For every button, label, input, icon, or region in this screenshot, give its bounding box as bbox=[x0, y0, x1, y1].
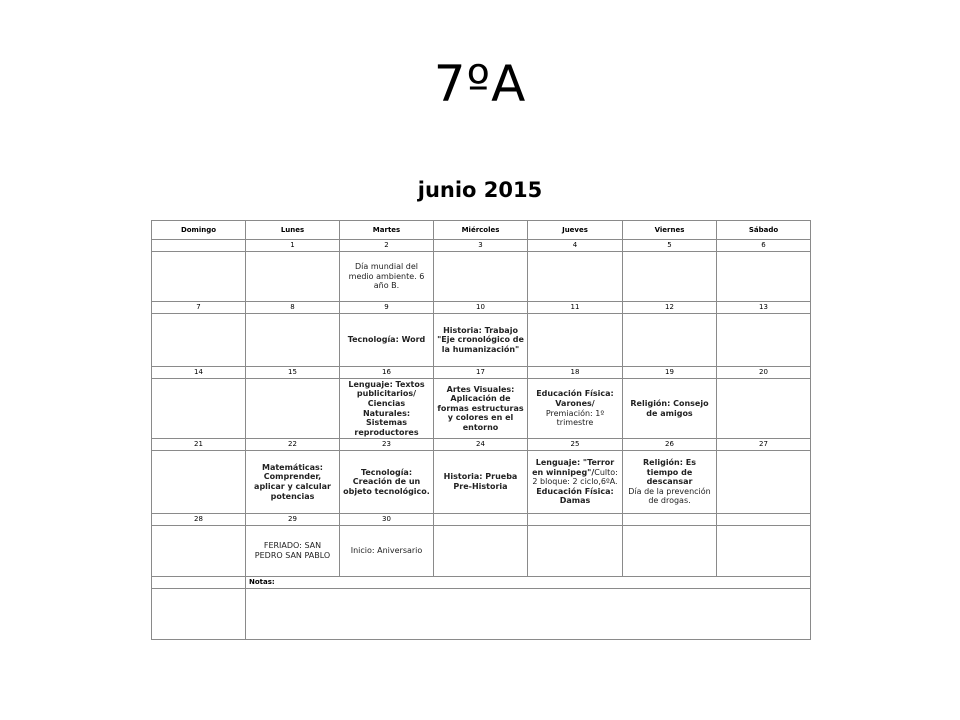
day-number: 21 bbox=[152, 439, 246, 451]
event-cell bbox=[152, 451, 246, 514]
event-cell bbox=[528, 379, 623, 439]
day-number: 25 bbox=[528, 439, 623, 451]
event-title: Lenguaje: "Terror en winnipeg"/ bbox=[532, 458, 615, 477]
weekday-header: Jueves bbox=[528, 221, 623, 240]
weekday-header-row bbox=[152, 221, 811, 240]
event-cell: FERIADO: SAN PEDRO SAN PABLO bbox=[246, 526, 340, 577]
day-number: 28 bbox=[152, 514, 246, 526]
day-number: 20 bbox=[717, 367, 811, 379]
event-cell bbox=[717, 252, 811, 302]
day-number: 26 bbox=[623, 439, 717, 451]
event-row bbox=[152, 314, 811, 367]
event-cell: Día mundial del medio ambiente. 6 año B. bbox=[340, 252, 434, 302]
day-number: 10 bbox=[434, 302, 528, 314]
notes-body-row bbox=[152, 589, 811, 640]
event-cell: Historia: Trabajo "Eje cronológico de la humanización" bbox=[434, 314, 528, 367]
event-cell bbox=[152, 379, 246, 439]
event-cell: Lenguaje: Textos publicitarios/ Ciencias Naturales: Sistemas reproductores bbox=[340, 379, 434, 439]
day-number: 24 bbox=[434, 439, 528, 451]
notes-label: Notas: bbox=[246, 577, 811, 589]
event-cell bbox=[246, 314, 340, 367]
event-cell bbox=[246, 252, 340, 302]
event-cell: Matemáticas: Comprender, aplicar y calcular potencias bbox=[246, 451, 340, 514]
date-row bbox=[152, 514, 811, 526]
day-number: 27 bbox=[717, 439, 811, 451]
day-number: 1 bbox=[246, 240, 340, 252]
day-number: 12 bbox=[623, 302, 717, 314]
weekday-header: Lunes bbox=[246, 221, 340, 240]
event-cell bbox=[623, 252, 717, 302]
day-number: 8 bbox=[246, 302, 340, 314]
day-number: 23 bbox=[340, 439, 434, 451]
event-cell: Artes Visuales: Aplicación de formas estructuras y colores en el entorno bbox=[434, 379, 528, 439]
weekday-header: Sábado bbox=[717, 221, 811, 240]
day-number: 9 bbox=[340, 302, 434, 314]
day-number: 2 bbox=[340, 240, 434, 252]
day-number: 29 bbox=[246, 514, 340, 526]
event-cell bbox=[717, 526, 811, 577]
event-cell bbox=[246, 379, 340, 439]
notes-spacer bbox=[152, 577, 246, 589]
day-number: 22 bbox=[246, 439, 340, 451]
event-title: Educación Física: Varones/ bbox=[536, 389, 614, 408]
day-number bbox=[623, 514, 717, 526]
event-cell bbox=[528, 252, 623, 302]
event-cell bbox=[434, 252, 528, 302]
event-cell: Inicio: Aniversario bbox=[340, 526, 434, 577]
event-detail: Culto: 2 bloque: 2 ciclo,6ºA. bbox=[532, 467, 618, 487]
calendar-table bbox=[151, 220, 811, 640]
day-number bbox=[434, 514, 528, 526]
event-cell bbox=[528, 451, 623, 514]
event-row bbox=[152, 451, 811, 514]
slide-title: 7ºA bbox=[433, 55, 527, 113]
day-number: 4 bbox=[528, 240, 623, 252]
weekday-header: Miércoles bbox=[434, 221, 528, 240]
date-row bbox=[152, 439, 811, 451]
day-number: 14 bbox=[152, 367, 246, 379]
day-number: 5 bbox=[623, 240, 717, 252]
date-row bbox=[152, 302, 811, 314]
event-row bbox=[152, 252, 811, 302]
event-cell bbox=[528, 526, 623, 577]
event-detail: Premiación: 1º trimestre bbox=[545, 408, 605, 428]
event-cell bbox=[152, 314, 246, 367]
day-number: 19 bbox=[623, 367, 717, 379]
event-row bbox=[152, 379, 811, 439]
day-number: 18 bbox=[528, 367, 623, 379]
event-cell: Religión: Consejo de amigos bbox=[623, 379, 717, 439]
notes-row bbox=[152, 577, 811, 589]
event-cell bbox=[623, 451, 717, 514]
day-number: 3 bbox=[434, 240, 528, 252]
event-cell bbox=[152, 252, 246, 302]
day-number bbox=[717, 514, 811, 526]
notes-spacer bbox=[152, 589, 246, 640]
date-row bbox=[152, 367, 811, 379]
day-number: 16 bbox=[340, 367, 434, 379]
event-cell: Tecnología: Creación de un objeto tecnológico. bbox=[340, 451, 434, 514]
event-row bbox=[152, 526, 811, 577]
event-cell bbox=[717, 314, 811, 367]
day-number: 13 bbox=[717, 302, 811, 314]
event-title: Educación Física: Damas bbox=[536, 486, 614, 506]
weekday-header: Viernes bbox=[623, 221, 717, 240]
weekday-header: Martes bbox=[340, 221, 434, 240]
date-row bbox=[152, 240, 811, 252]
day-number: 7 bbox=[152, 302, 246, 314]
event-title: Religión: Es tiempo de descansar bbox=[643, 458, 696, 487]
event-cell bbox=[717, 379, 811, 439]
event-detail: Día de la prevención de drogas. bbox=[628, 486, 711, 506]
day-number bbox=[152, 240, 246, 252]
day-number bbox=[528, 514, 623, 526]
day-number: 30 bbox=[340, 514, 434, 526]
calendar-month-title: junio 2015 bbox=[417, 178, 543, 202]
event-cell bbox=[717, 451, 811, 514]
notes-area bbox=[246, 589, 811, 640]
event-cell bbox=[152, 526, 246, 577]
day-number: 6 bbox=[717, 240, 811, 252]
event-cell: Tecnología: Word bbox=[340, 314, 434, 367]
weekday-header: Domingo bbox=[152, 221, 246, 240]
event-cell bbox=[434, 526, 528, 577]
event-cell bbox=[623, 314, 717, 367]
day-number: 11 bbox=[528, 302, 623, 314]
event-cell bbox=[623, 526, 717, 577]
day-number: 15 bbox=[246, 367, 340, 379]
event-cell: Historia: Prueba Pre-Historia bbox=[434, 451, 528, 514]
day-number: 17 bbox=[434, 367, 528, 379]
event-cell bbox=[528, 314, 623, 367]
